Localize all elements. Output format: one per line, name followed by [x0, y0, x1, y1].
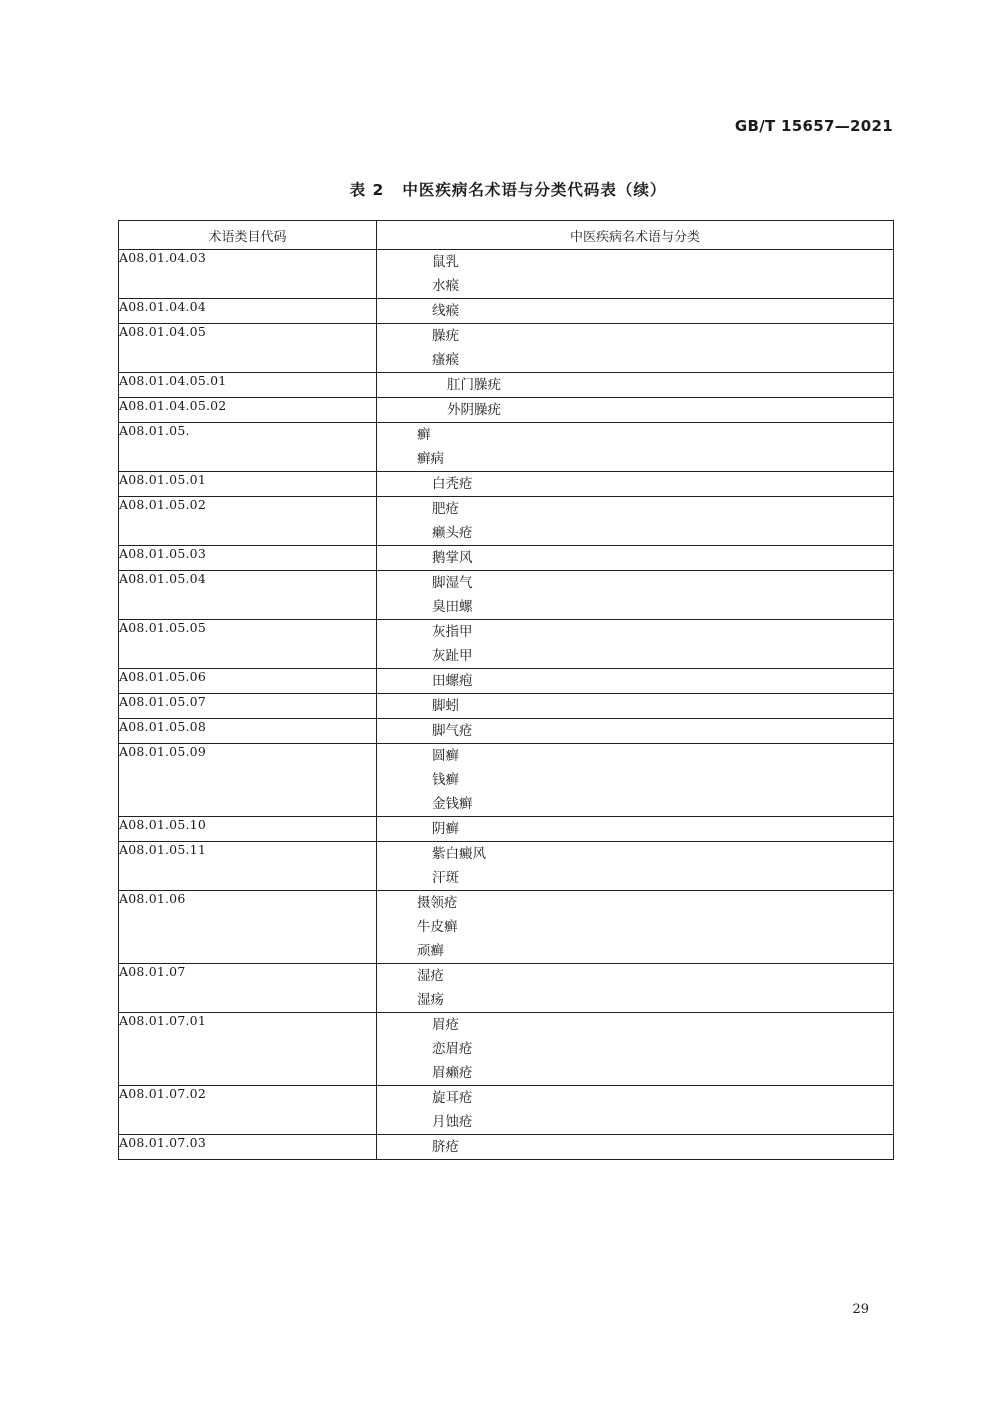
term-code: A08.01.05.05 — [119, 620, 377, 669]
term-names-cell — [377, 891, 894, 964]
term-names-cell — [377, 719, 894, 744]
table-row — [119, 398, 894, 423]
term-code: A08.01.04.04 — [119, 299, 377, 324]
term-name: 顽癣 — [417, 943, 444, 959]
term-names-cell — [377, 694, 894, 719]
term-names-cell — [377, 1013, 894, 1086]
term-name: 脐疮 — [432, 1139, 459, 1155]
table-row — [119, 694, 894, 719]
term-code: A08.01.05.06 — [119, 669, 377, 694]
term-names-cell — [377, 398, 894, 423]
term-name: 肥疮 — [432, 501, 459, 517]
table-row — [119, 324, 894, 373]
term-name: 恋眉疮 — [432, 1041, 473, 1057]
term-names-cell — [377, 669, 894, 694]
term-name: 外阴臊疣 — [447, 402, 501, 418]
term-name: 癣病 — [417, 451, 444, 467]
term-code: A08.01.07.03 — [119, 1135, 377, 1160]
term-names-cell — [377, 324, 894, 373]
term-names-cell — [377, 1135, 894, 1160]
term-name: 圆癣 — [432, 748, 459, 764]
table-row — [119, 250, 894, 299]
table-row — [119, 546, 894, 571]
term-name: 脚蚓 — [432, 698, 459, 714]
term-name: 肛门臊疣 — [447, 377, 501, 393]
table-row — [119, 891, 894, 964]
table-row — [119, 299, 894, 324]
table-row — [119, 1013, 894, 1086]
table-row — [119, 571, 894, 620]
table-row — [119, 964, 894, 1013]
term-name: 田螺疱 — [432, 673, 473, 689]
term-code: A08.01.05.04 — [119, 571, 377, 620]
term-code: A08.01.05.03 — [119, 546, 377, 571]
table-row — [119, 472, 894, 497]
table-row — [119, 1086, 894, 1135]
term-code: A08.01.05.08 — [119, 719, 377, 744]
term-name: 脚湿气 — [432, 575, 473, 591]
term-name: 线瘊 — [432, 303, 459, 319]
term-code: A08.01.05.11 — [119, 842, 377, 891]
term-name: 臭田螺 — [432, 599, 473, 615]
term-names-cell — [377, 497, 894, 546]
terms-table — [118, 220, 894, 1160]
term-names-cell — [377, 373, 894, 398]
term-name: 摄领疮 — [417, 895, 458, 911]
page-number: 29 — [852, 1302, 869, 1317]
term-name: 水瘊 — [432, 278, 459, 294]
term-name: 湿疮 — [417, 968, 444, 984]
term-names-cell — [377, 964, 894, 1013]
table-row — [119, 669, 894, 694]
term-code: A08.01.06 — [119, 891, 377, 964]
table-title — [0, 178, 999, 200]
term-code: A08.01.05.10 — [119, 817, 377, 842]
term-code: A08.01.04.05.02 — [119, 398, 377, 423]
term-names-cell — [377, 571, 894, 620]
term-name: 臊疣 — [432, 328, 459, 344]
term-name: 白秃疮 — [432, 476, 473, 492]
table-row — [119, 744, 894, 817]
table-title-text: 中医疾病名术语与分类代码表（续） — [402, 181, 667, 199]
term-names-cell — [377, 299, 894, 324]
table-row — [119, 620, 894, 669]
term-code: A08.01.04.05.01 — [119, 373, 377, 398]
table-row — [119, 423, 894, 472]
table-body — [119, 250, 894, 1160]
term-name: 脚气疮 — [432, 723, 473, 739]
term-name: 眉疮 — [432, 1017, 459, 1033]
table-title-prefix: 表 2 — [349, 181, 385, 199]
term-name: 紫白癜风 — [432, 846, 486, 862]
term-code: A08.01.05.07 — [119, 694, 377, 719]
column-header-code: 术语类目代码 — [119, 221, 377, 250]
term-code: A08.01.05.02 — [119, 497, 377, 546]
column-header-terms: 中医疾病名术语与分类 — [377, 221, 894, 250]
table-header-row — [119, 221, 894, 250]
term-code: A08.01.07.02 — [119, 1086, 377, 1135]
table-row — [119, 373, 894, 398]
term-name: 旋耳疮 — [432, 1090, 473, 1106]
table-row — [119, 497, 894, 546]
term-names-cell — [377, 423, 894, 472]
term-name: 灰趾甲 — [432, 648, 473, 664]
term-name: 月蚀疮 — [432, 1114, 473, 1130]
table-row — [119, 817, 894, 842]
term-name: 金钱癣 — [432, 796, 473, 812]
table-row — [119, 1135, 894, 1160]
term-names-cell — [377, 817, 894, 842]
term-code: A08.01.05.01 — [119, 472, 377, 497]
term-names-cell — [377, 546, 894, 571]
term-name: 鹅掌风 — [432, 550, 473, 566]
term-names-cell — [377, 744, 894, 817]
term-code: A08.01.05.09 — [119, 744, 377, 817]
term-names-cell — [377, 842, 894, 891]
term-names-cell — [377, 472, 894, 497]
term-name: 癞头疮 — [432, 525, 473, 541]
term-name: 癣 — [417, 427, 431, 443]
term-code: A08.01.05. — [119, 423, 377, 472]
term-code: A08.01.07.01 — [119, 1013, 377, 1086]
term-names-cell — [377, 250, 894, 299]
term-code: A08.01.04.05 — [119, 324, 377, 373]
term-name: 牛皮癣 — [417, 919, 458, 935]
term-code: A08.01.07 — [119, 964, 377, 1013]
term-name: 汗斑 — [432, 870, 459, 886]
term-name: 眉癞疮 — [432, 1065, 473, 1081]
term-name: 鼠乳 — [432, 254, 459, 270]
term-name: 灰指甲 — [432, 624, 473, 640]
term-name: 钱癣 — [432, 772, 459, 788]
term-name: 瘙瘊 — [432, 352, 459, 368]
term-names-cell — [377, 1086, 894, 1135]
term-name: 阴癣 — [432, 821, 459, 837]
table-row — [119, 719, 894, 744]
term-name: 湿疡 — [417, 992, 444, 1008]
table-row — [119, 842, 894, 891]
term-names-cell — [377, 620, 894, 669]
term-code: A08.01.04.03 — [119, 250, 377, 299]
standard-code: GB/T 15657—2021 — [734, 117, 893, 135]
